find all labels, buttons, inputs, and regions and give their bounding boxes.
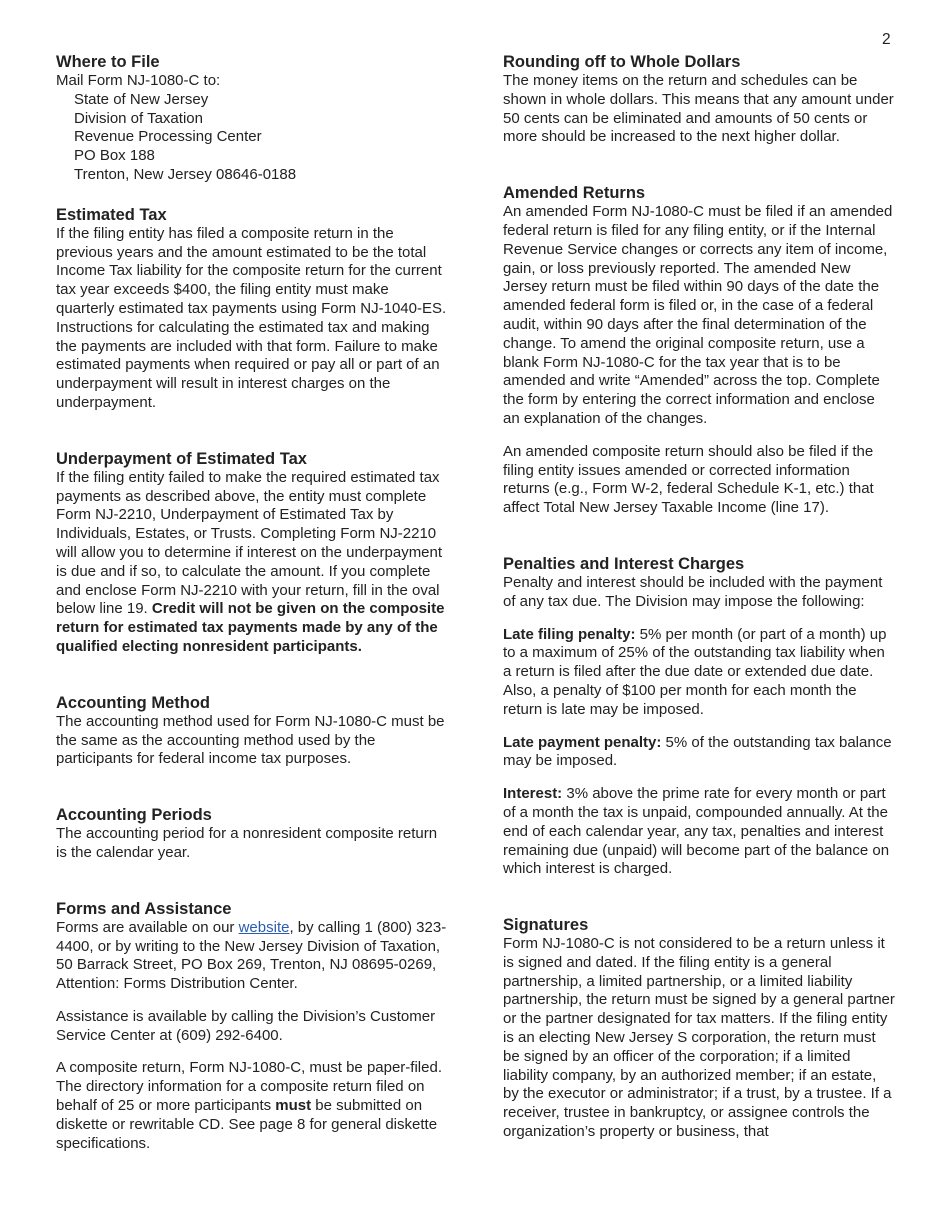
- late-filing-paragraph: [503, 626, 895, 720]
- section-body: The accounting period for a nonresident composite return is the calendar year.: [56, 825, 438, 861]
- bold-must: must: [275, 1097, 312, 1115]
- section-body: If the filing entity has filed a composite return in the previous years and the amount estimated to be the total Income Tax liability for the composite return for the current tax year exceeds $400, the filing entity must make quarterly estimated tax payments using Form NJ-1040-ES. Instructions for calculating the estimated tax and making the payments are included with that form. Failure to make estimated payments when required or pay all or part of an underpayment will result in interest charges on the underpayment.: [56, 224, 447, 411]
- amended-returns-section: [503, 183, 895, 518]
- page-number: 2: [882, 31, 891, 48]
- text-span: 5% per month (or part of a month) up to a maximum of 25% of the outstanding tax liability when a return is filed after the due date or extended due date. Also, a penalty of $100 per month for each month the return is late may be imposed.: [503, 625, 887, 718]
- section-body: Form NJ-1080-C is not considered to be a return unless it is signed and dated. If the filing entity is a general partnership, a limited partnership, or a limited liability partnership, the return must be signed by a general partner or the partner designated for tax matters. If the filing entity is an electing New Jersey S corporation, the return must be signed by an officer of the corporation; if a limited liability company, by an authorized member; if an estate, by the executor or administrator; if a trust, by a trustee. If a receiver, trustee in bankruptcy, or assignee controls the organization’s property or business, that: [503, 935, 895, 1141]
- text-span: Forms are available on our: [56, 918, 239, 936]
- left-column: [56, 52, 448, 1153]
- signatures-section: [503, 915, 895, 1142]
- forms-paragraph: [56, 919, 448, 994]
- website-link[interactable]: website: [238, 918, 290, 936]
- text-span: A composite return, Form NJ-1080-C, must be paper-filed. The directory information for a composite return filed on behalf of 25 or more participants: [56, 1059, 442, 1115]
- mail-intro: Mail Form NJ-1080-C to:: [56, 72, 221, 89]
- accounting-method-section: [56, 693, 448, 769]
- interest-label: Interest:: [503, 785, 563, 803]
- interest-paragraph: [503, 785, 895, 879]
- section-body: An amended composite return should also be filed if the filing entity issues amended or corrected information returns (e.g., Form W-2, federal Schedule K-1, etc.) that affect Total New Jersey Taxable Income (line 17).: [503, 442, 874, 517]
- bold-notice: Credit will not be given on the composite return for estimated tax payments made by any of the qualified electing nonresident participants.: [56, 600, 445, 655]
- address-line: Revenue Processing Center: [74, 128, 262, 146]
- section-heading: Where to File: [56, 53, 160, 71]
- section-heading: Penalties and Interest Charges: [503, 554, 745, 573]
- late-filing-label: Late filing penalty:: [503, 625, 636, 643]
- address-line: Division of Taxation: [74, 109, 203, 127]
- section-heading: Signatures: [503, 916, 589, 935]
- section-body: The money items on the return and schedules can be shown in whole dollars. This means that any amount under 50 cents can be eliminated and amounts of 50 cents or more should be increased to the next higher dollar.: [503, 72, 894, 146]
- section-heading: Forms and Assistance: [56, 899, 232, 918]
- forms-assistance-section: [56, 899, 448, 1154]
- address-line: Trenton, New Jersey 08646-0188: [74, 165, 297, 183]
- text-span: 3% above the prime rate for every month or part of a month the tax is unpaid, compounded annually. At the end of each calendar year, any tax, penalties and interest remaining due (unpaid) will become part of the balance on which interest is charged.: [503, 785, 890, 878]
- estimated-tax-section: [56, 205, 448, 413]
- composite-paragraph: [56, 1059, 448, 1153]
- text-span: be submitted on diskette or rewritable CD. See page 8 for general diskette specifications.: [56, 1097, 438, 1152]
- accounting-periods-section: [56, 805, 448, 863]
- penalties-section: [503, 554, 895, 879]
- section-heading: Accounting Periods: [56, 806, 212, 825]
- text-span: , by calling 1 (800) 323-4400, or by writing to the New Jersey Division of Taxation, 50 Barrack Street, PO Box 269, Trenton, NJ 08695-0269, Attention: Forms Distribution Center.: [56, 918, 447, 993]
- section-heading: Estimated Tax: [56, 205, 167, 224]
- rounding-section: [503, 52, 895, 147]
- late-payment-paragraph: [503, 734, 895, 772]
- address-line: State of New Jersey: [74, 90, 209, 108]
- penalties-intro: Penalty and interest should be included with the payment of any tax due. The Division may impose the following:: [503, 573, 883, 610]
- section-body: The accounting method used for Form NJ-1080-C must be the same as the accounting method used by the participants for federal income tax purposes.: [56, 712, 445, 768]
- late-payment-label: Late payment penalty:: [503, 733, 662, 751]
- section-body: [56, 469, 448, 657]
- address-line: PO Box 188: [74, 147, 155, 165]
- section-heading: Amended Returns: [503, 184, 646, 203]
- assistance-paragraph: Assistance is available by calling the Division’s Customer Service Center at (609) 292-6400.: [56, 1007, 436, 1044]
- section-heading: Rounding off to Whole Dollars: [503, 53, 741, 71]
- underpayment-section: [56, 449, 448, 657]
- text-span: 5% of the outstanding tax balance may be imposed.: [503, 733, 892, 770]
- right-column: [503, 52, 895, 1142]
- body-text: If the filing entity failed to make the required estimated tax payments as described above, the entity must complete Form NJ-2210, Underpayment of Estimated Tax by Individuals, Estates, or Trusts. Completing Form NJ-2210 will allow you to determine if interest on the underpayment is due and if so, to calculate the amount. If you complete and enclose Form NJ-2210 with your return, fill in the oval below line 19.: [56, 468, 443, 618]
- section-heading: Accounting Method: [56, 693, 210, 712]
- section-body: An amended Form NJ-1080-C must be filed if an amended federal return is filed for any filing entity, or if the Internal Revenue Service changes or corrects any item of income, gain, or loss previously reported. The amended New Jersey return must be filed within 90 days of the date the amended federal form is filed or, in the case of a federal audit, within 90 days after the final determination of the change. To amend the original composite return, use a blank Form NJ-1080-C for the tax year that is to be amended and write “Amended” across the top. Complete the form by entering the correct information and enclose an explanation of the changes.: [503, 203, 893, 427]
- where-to-file-section: [56, 52, 448, 185]
- section-heading: Underpayment of Estimated Tax: [56, 449, 307, 468]
